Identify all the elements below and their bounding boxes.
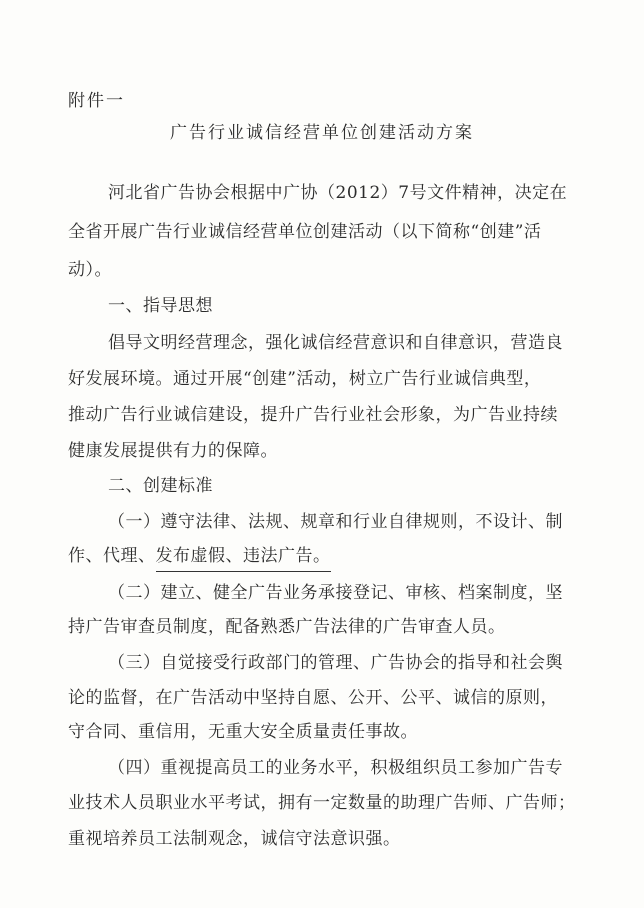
intro-line: 河北省广告协会根据中广协（2012）7号文件精神，决定在 (108, 183, 568, 203)
section-heading: 一、指导思想 (108, 296, 213, 316)
text-segment: 作、代理、 (68, 546, 156, 566)
paragraph-line: 倡导文明经营理念，强化诚信经营意识和自律意识，营造良 (108, 333, 563, 353)
section-heading: 二、创建标准 (108, 476, 213, 496)
paragraph-line: （四）重视提高员工的业务水平，积极组织员工参加广告专 (108, 758, 563, 778)
paragraph-line: 论的监督，在广告活动中坚持自愿、公开、公平、诚信的原则， (68, 688, 558, 708)
paragraph-line: 重视培养员工法制观念，诚信守法意识强。 (68, 829, 401, 849)
paragraph-line: 守合同、重信用，无重大安全质量责任事故。 (68, 722, 418, 742)
attachment-label: 附件一 (68, 91, 125, 111)
underlined-text: 发布虚假、违法广告。 (155, 546, 331, 566)
paragraph-line: （二）建立、健全广告业务承接登记、审核、档案制度，坚 (108, 583, 563, 603)
paragraph-line (68, 546, 331, 566)
paragraph-line: （三）自觉接受行政部门的管理、广告协会的指导和社会舆 (108, 653, 563, 673)
paragraph-line: 好发展环境。通过开展“创建”活动，树立广告行业诚信典型， (68, 369, 542, 389)
document-title: 广告行业诚信经营单位创建活动方案 (170, 123, 474, 143)
paragraph-line: 推动广告行业诚信建设，提升广告行业社会形象，为广告业持续 (68, 405, 558, 425)
paragraph-line: 持广告审查员制度，配备熟悉广告法律的广告审查人员。 (68, 617, 506, 637)
paragraph-line: 业技术人员职业水平考试，拥有一定数量的助理广告师、广告师； (68, 793, 576, 813)
paragraph-line: （一）遵守法律、法规、规章和行业自律规则，不设计、制 (108, 512, 563, 532)
intro-line: 全省开展广告行业诚信经营单位创建活动（以下简称“创建”活 (68, 222, 542, 242)
paragraph-line: 健康发展提供有力的保障。 (68, 441, 278, 461)
intro-line: 动）。 (68, 260, 112, 280)
